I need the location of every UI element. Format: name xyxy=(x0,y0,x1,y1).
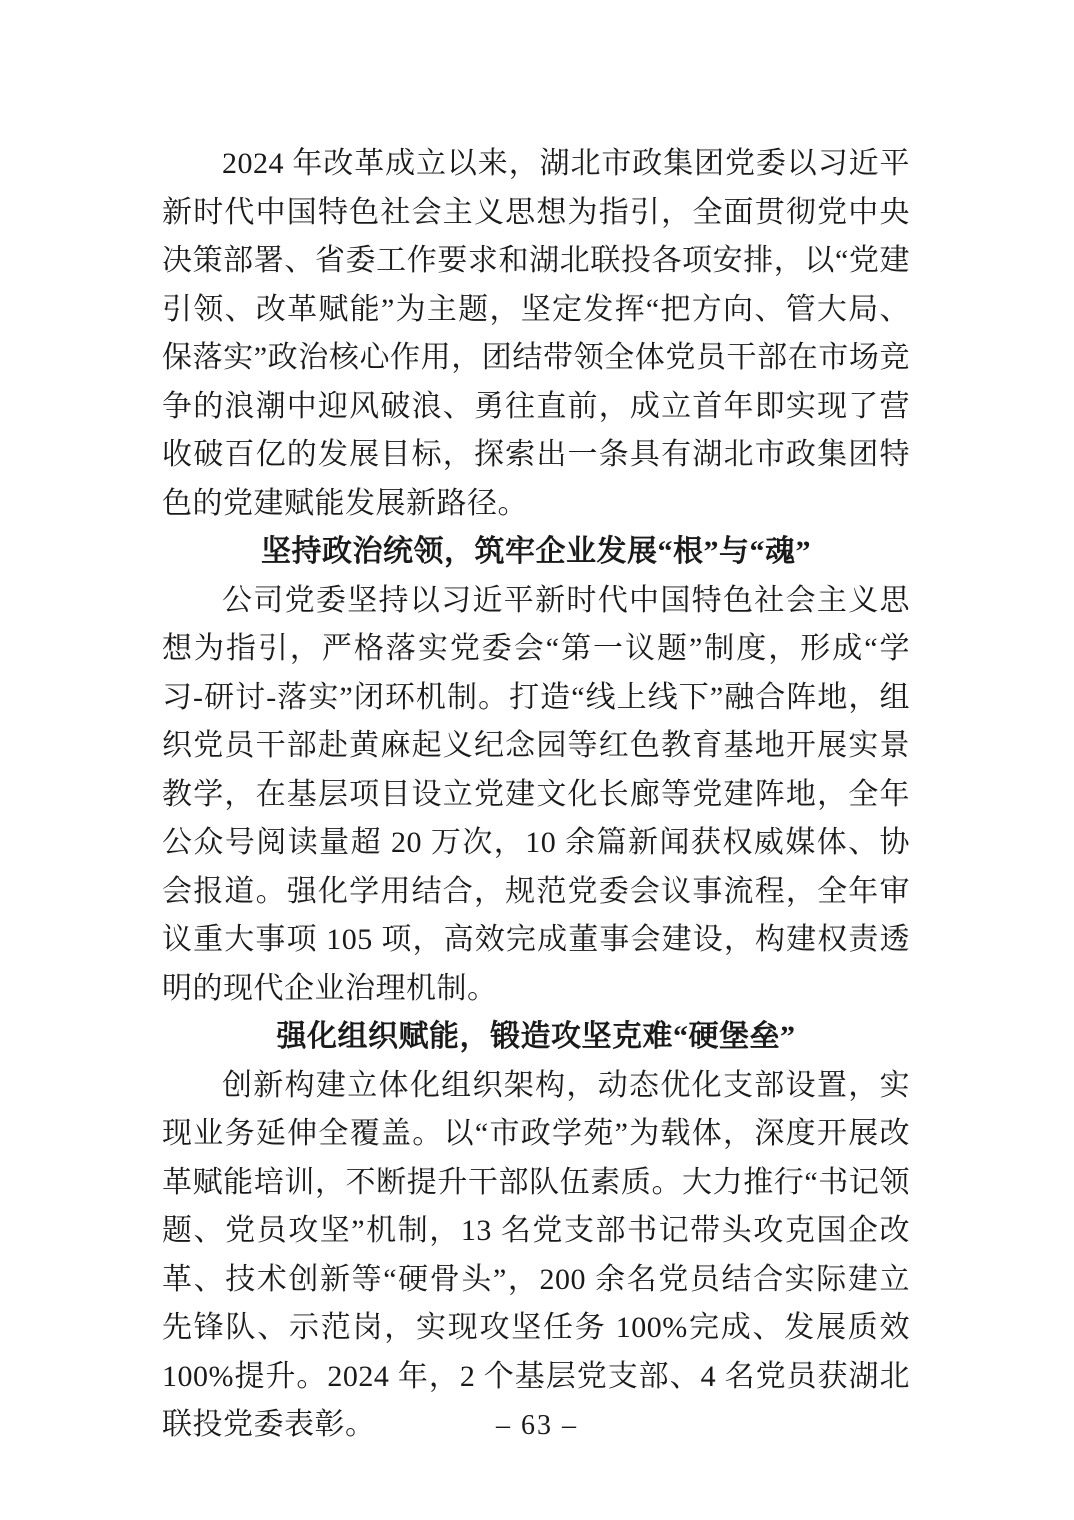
body-paragraph-organizational-empowerment: 创新构建立体化组织架构，动态优化支部设置，实现业务延伸全覆盖。以“市政学苑”为载体，深度开展改革赋能培训，不断提升干部队伍素质。大力推行“书记领题、党员攻坚”机制，13 名党支部书记带头攻克国企改革、技术创新等“硬骨头”，200 余名党员结合实际建立先锋队、示范岗，实现攻坚任务 100%完成、发展质效 100%提升。2024 年，2 个基层党支部、4 名党员获湖北联投党委表彰。 xyxy=(162,1068,910,1441)
body-paragraph-political-leadership: 公司党委坚持以习近平新时代中国特色社会主义思想为指引，严格落实党委会“第一议题”制度，形成“学习-研讨-落实”闭环机制。打造“线上线下”融合阵地，组织党员干部赴黄麻起义纪念园等红色教育基地开展实景教学，在基层项目设立党建文化长廊等党建阵地，全年公众号阅读量超 20 万次，10 余篇新闻获权威媒体、协会报道。强化学用结合，规范党委会议事流程，全年审议重大事项 105 项，高效完成董事会建设，构建权责透明的现代企业治理机制。 xyxy=(162,583,910,1005)
document-body xyxy=(162,140,910,1450)
section-heading-political-leadership: 坚持政治统领，筑牢企业发展“根”与“魂” xyxy=(261,535,811,568)
section-heading-organizational-empowerment: 强化组织赋能，锻造攻坚克难“硬堡垒” xyxy=(276,1020,796,1053)
page-number: – 63 – xyxy=(496,1410,578,1441)
body-paragraph-intro: 2024 年改革成立以来，湖北市政集团党委以习近平新时代中国特色社会主义思想为指引，全面贯彻党中央决策部署、省委工作要求和湖北联投各项安排，以“党建引领、改革赋能”为主题，坚定发挥“把方向、管大局、保落实”政治核心作用，团结带领全体党员干部在市场竞争的浪潮中迎风破浪、勇往直前，成立首年即实现了营收破百亿的发展目标，探索出一条具有湖北市政集团特色的党建赋能发展新路径。 xyxy=(162,147,910,520)
